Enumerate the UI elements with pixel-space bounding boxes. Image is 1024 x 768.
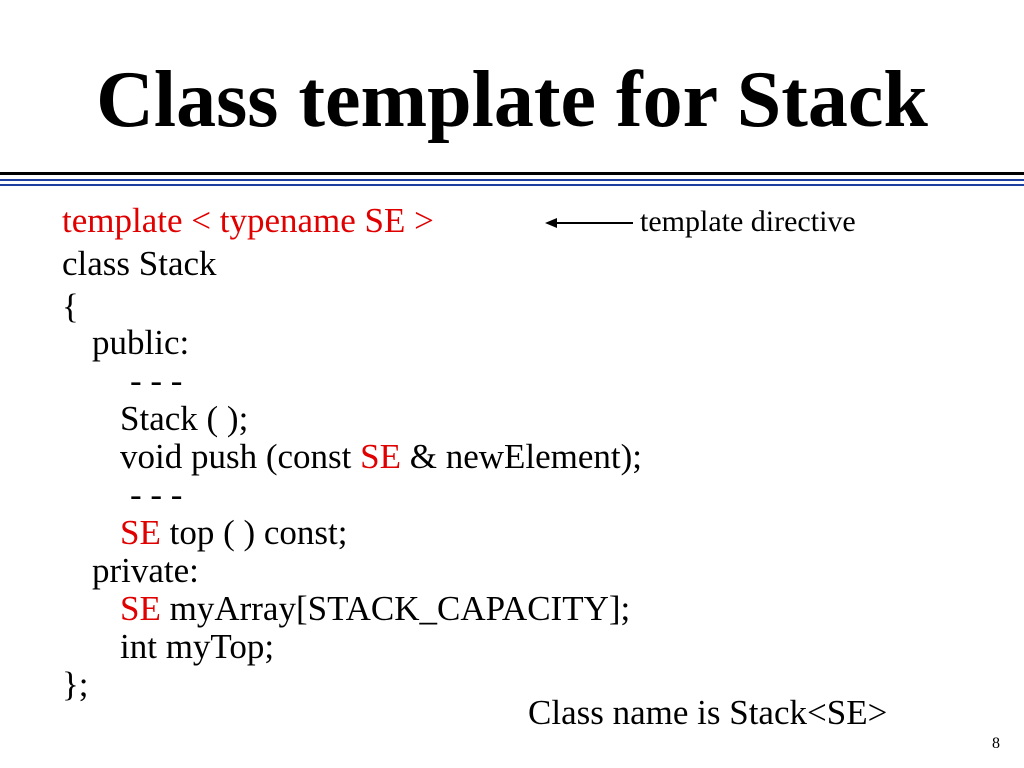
code-line-public: public: xyxy=(92,323,190,362)
push-se-type: SE xyxy=(360,437,401,476)
code-line-push xyxy=(120,438,642,476)
code-line-close-brace: }; xyxy=(62,665,89,704)
arrow-left-icon xyxy=(543,213,635,233)
code-line-class-stack: class Stack xyxy=(62,244,217,283)
myarray-after: myArray[STACK_CAPACITY]; xyxy=(160,589,631,628)
slide-title: Class template for Stack xyxy=(96,56,928,144)
top-se-type: SE xyxy=(120,513,161,552)
code-line-myarray xyxy=(120,590,630,628)
code-line-template: template < typename SE > xyxy=(62,201,434,240)
code-line-mytop: int myTop; xyxy=(120,627,275,666)
page-number: 8 xyxy=(992,735,1000,752)
title-underline-blue-1 xyxy=(0,179,1024,181)
code-line-top xyxy=(120,514,348,552)
title-underline-blue-2 xyxy=(0,184,1024,186)
class-name-note: Class name is Stack<SE> xyxy=(528,693,888,732)
push-before: void push (const xyxy=(120,437,361,476)
push-after: & newElement); xyxy=(401,437,643,476)
code-line-open-brace: { xyxy=(62,287,79,326)
code-line-constructor: Stack ( ); xyxy=(120,399,249,438)
top-after: top ( ) const; xyxy=(160,513,348,552)
code-line-private: private: xyxy=(92,551,199,590)
template-directive-label: template directive xyxy=(640,205,856,238)
title-underline-black xyxy=(0,172,1024,175)
code-line-ellipsis-2: - - - xyxy=(130,475,183,514)
myarray-se-type: SE xyxy=(120,589,161,628)
code-line-ellipsis-1: - - - xyxy=(130,361,183,400)
